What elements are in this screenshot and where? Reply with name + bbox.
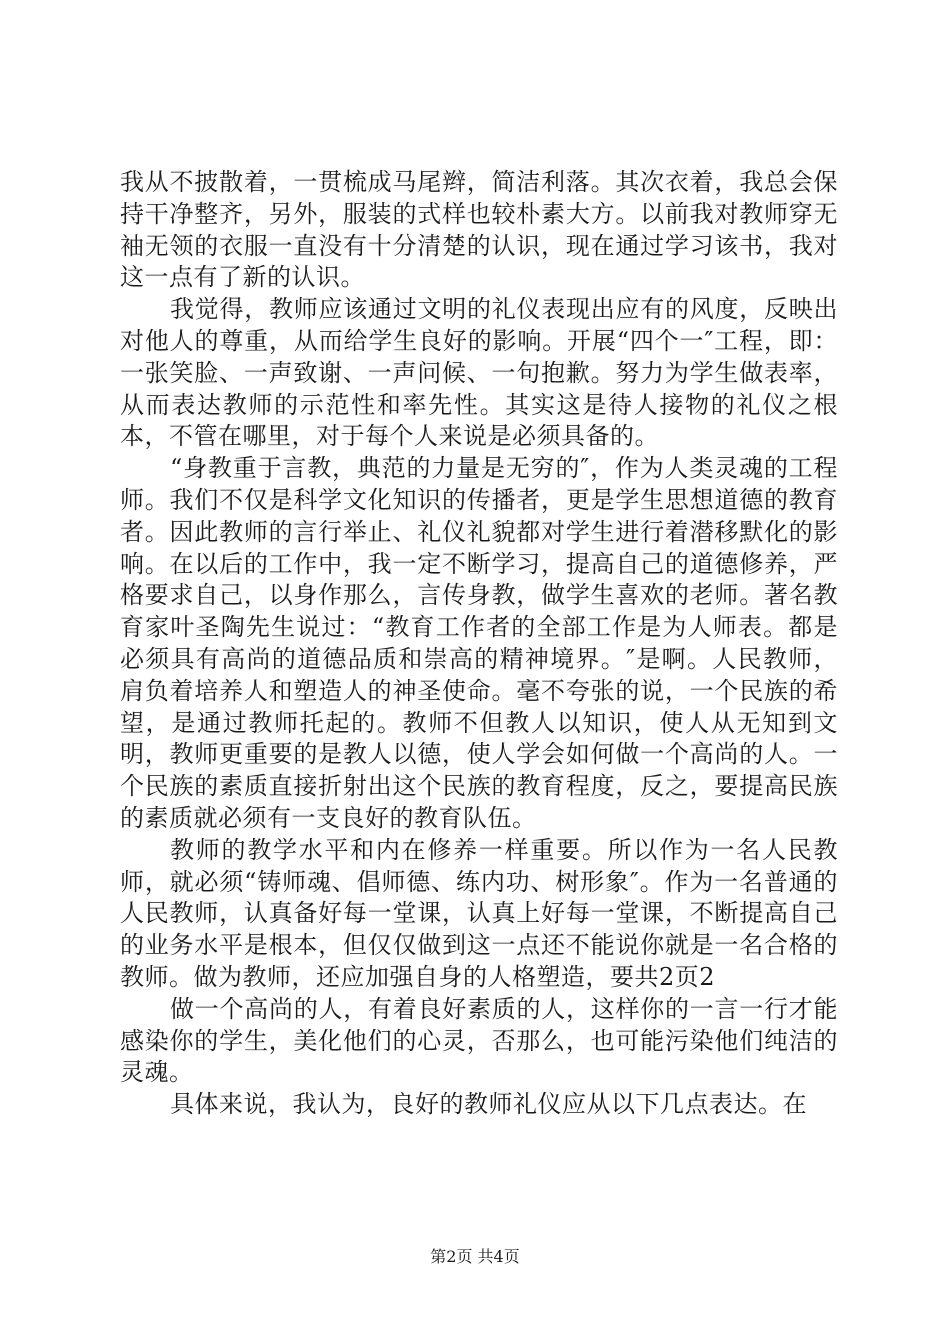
paragraph-2: 我觉得，教师应该通过文明的礼仪表现出应有的风度，反映出对他人的尊重，从而给学生良好的影响。开展“四个一″工程，即：一张笑脸、一声致谢、一声问候、一句抱歉。努力为学生做表率，从而表达教师的示范性和率先性。其实这是待人接物的礼仪之根本，不管在哪里，对于每个人来说是必须具备的。: [120, 295, 838, 451]
paragraph-6: 具体来说，我认为，良好的教师礼仪应从以下几点表达。在: [170, 1090, 807, 1119]
paragraph-3: “身教重于言教，典范的力量是无穷的″，作为人类灵魂的工程师。我们不仅是科学文化知识的传播者，更是学生思想道德的教育者。因此教师的言行举止、礼仪礼貌都对学生进行着潜移默化的影响。在以后的工作中，我一定不断学习，提高自己的道德修养，严格要求自己，以身作那么，言传身教，做学生喜欢的老师。著名教育家叶圣陶先生说过：“教育工作者的全部工作是为人师表。都是必须具有高尚的道德品质和崇高的精神境界。″是啊。人民教师，肩负着培养人和塑造人的神圣使命。毫不夸张的说，一个民族的希望，是通过教师托起的。教师不但教人以知识，使人从无知到文明，教师更重要的是教人以德，使人学会如何做一个高尚的人。一个民族的素质直接折射出这个民族的教育程度，反之，要提高民族的素质就必须有一支良好的教育队伍。: [120, 454, 838, 832]
page-footer: 第2页 共4页: [430, 1247, 520, 1266]
body-text: [120, 167, 838, 1121]
paragraph-4: 教师的教学水平和内在修养一样重要。所以作为一名人民教师，就必须“铸师魂、倡师德、练内功、树形象″。作为一名普通的人民教师，认真备好每一堂课，认真上好每一堂课，不断提高自己的业务水平是根本，但仅仅做到这一点还不能说你就是一名合格的教师。做为教师，还应加强自身的人格塑造，要共2页2: [120, 835, 838, 991]
paragraph-5: 做一个高尚的人，有着良好素质的人，这样你的一言一行才能感染你的学生，美化他们的心灵，否那么，也可能污染他们纯洁的灵魂。: [120, 994, 838, 1087]
paragraph-1: 我从不披散着，一贯梳成马尾辫，简洁利落。其次衣着，我总会保持干净整齐，另外，服装的式样也较朴素大方。以前我对教师穿无袖无领的衣服一直没有十分清楚的认识，现在通过学习该书，我对这一点有了新的认识。: [120, 168, 838, 292]
